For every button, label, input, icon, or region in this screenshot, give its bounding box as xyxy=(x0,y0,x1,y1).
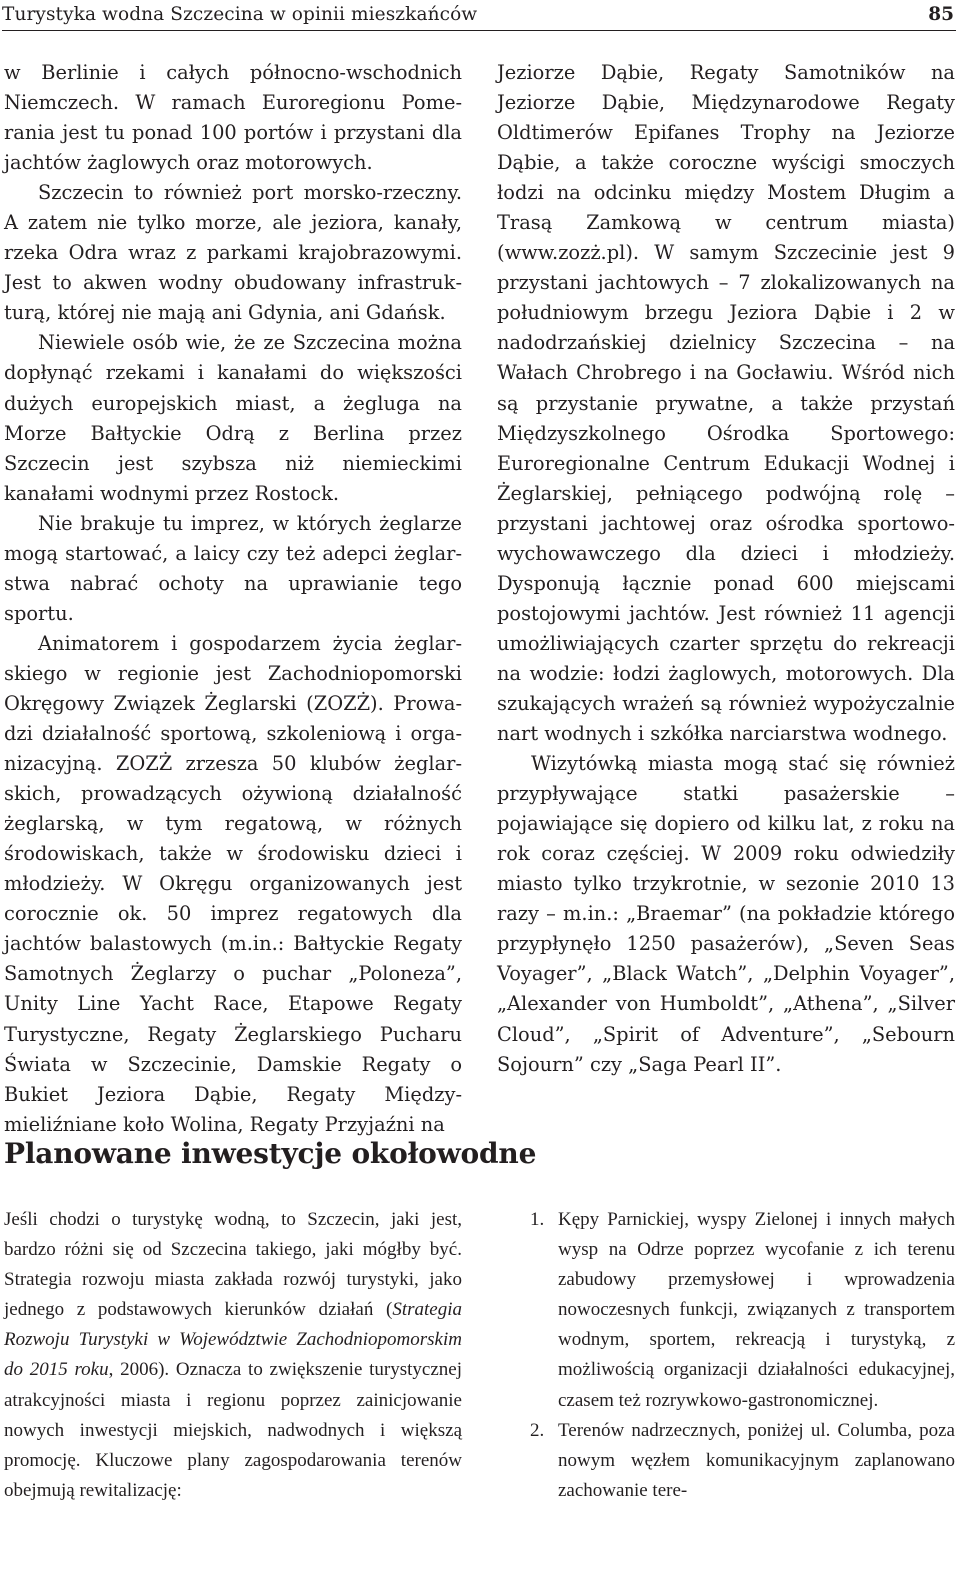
numbered-list xyxy=(530,1205,955,1506)
paragraph: Niewiele osób wie, że ze Szczecina można dopłynąć rzekami i kanałami do większości dużych europejskich miast, a żegluga na Morze Bałtyckie Odrą z Berlina przez Szczecin jest szybsza niż niemieckimi kanałami wodnymi przez Rostock. xyxy=(4,331,462,505)
paragraph: Szczecin to również port morsko-rzeczny. A zatem nie tylko morze, ale jeziora, kanały, rzeka Odra wraz z parkami krajobrazowymi. Jest to akwen wodny obudowany infrastrukturą, której nie mają ani Gdynia, ani Gdańsk. xyxy=(4,181,462,325)
paragraph: Wizytówką miasta mogą stać się również przypływające statki pasażerskie – pojawiające się dopiero od kilku lat, z roku na rok coraz częściej. W 2009 roku odwiedziły miasto tylko trzykrotnie, w sezonie 2010 13 razy – m.in.: „Braemar” (na pokładzie którego przypłynęło 1250 pasażerów), „Seven Seas Voyager”, „Black Watch”, „Delphin Voyager”, „Alexander von Humboldt”, „Athena”, „Silver Cloud”, „Spirit of Adventure”, „Sebourn Sojourn” czy „Saga Pearl II”. xyxy=(497,752,955,1076)
paragraph xyxy=(4,1205,462,1506)
text-span: , 2006). Oznacza to zwiększenie turystycznej atrakcyjności miasta i regionu poprzez zainicjowanie nowych inwestycji miejskich, nadwodnych i większą promocję. Kluczowe plany zagospodarowania terenów obejmują rewitalizację: xyxy=(4,1359,462,1501)
list-number: 2. xyxy=(530,1419,545,1441)
left-column xyxy=(4,58,462,1140)
running-title: Turystyka wodna Szczecina w opinii mieszkańców xyxy=(2,4,478,25)
paragraph: Jeziorze Dąbie, Regaty Samotników na Jeziorze Dąbie, Międzynarodowe Regaty Oldtimerów Epifanes Trophy na Jeziorze Dąbie, a także coroczne wyścigi smoczych łodzi na odcinku między Mostem Długim a Trasą Zamkową w centrum miasta) (www.zozż.pl). W samym Szczecinie jest 9 przystani jachtowych – 7 zlokalizowanych na południowym brzegu Jeziora Dąbie i 2 w nadodrzańskiej dzielnicy Szczecina – na Wałach Chrobrego i na Gocławiu. Wśród nich są przystanie prywatne, a także przystań Międzyszkolnego Ośrodka Sportowego: Euroregionalne Centrum Edukacji Wodnej i Żeglarskiej, pełniącego podwójną rolę – przystani jachtowej oraz ośrodka sportowo-wychowawczego dla dzieci i młodzieży. Dysponują łącznie ponad 600 miejscami postojowymi jachtów. Jest również 11 agencji umożliwiających czarter sprzętu do rekreacji na wodzie: łodzi żaglowych, motorowych. Dla szukających wrażeń są również wypożyczalnie nart wodnych i szkółka narciarstwa wodnego. xyxy=(497,61,955,746)
paragraph: Nie brakuje tu imprez, w których żeglarze mogą startować, a laicy czy też adepci żeglarstwa nabrać ochoty na uprawianie tego sportu. xyxy=(4,511,462,625)
section-left-column xyxy=(4,1205,462,1506)
paragraph: w Berlinie i całych północno-wschodnich Niemczech. W ramach Euroregionu Pomerania jest tu ponad 100 portów i przystani dla jachtów żaglowych oraz motorowych. xyxy=(4,61,462,175)
page-number: 85 xyxy=(928,4,954,25)
citation-title: Strategia Rozwoju Turystyki w Województwie Zachodniopomorskim do 2015 roku xyxy=(4,1299,462,1381)
list-item-text: Terenów nadrzecznych, poniżej ul. Columba, poza nowym węzłem komunikacyjnym zaplanowano zachowanie tere- xyxy=(558,1419,955,1501)
list-item-text: Kępy Parnickiej, wyspy Zielonej i innych małych wysp na Odrze poprzez wycofanie z ich terenu zabudowy przemysłowej i wprowadzenia nowoczesnych funkcji, związanych z transportem wodnym, sportem, rekreacją i turystyką, z możliwością organizacji działalności edukacyjnej, czasem też rozrywkowo-gastronomicznej. xyxy=(558,1209,955,1411)
list-item xyxy=(530,1416,955,1506)
list-item xyxy=(530,1205,955,1416)
right-column xyxy=(497,58,955,1080)
section-heading: Planowane inwestycje okołowodne xyxy=(4,1137,537,1170)
running-header xyxy=(2,0,956,31)
section-right-column xyxy=(530,1205,955,1506)
list-number: 1. xyxy=(530,1209,545,1230)
paragraph: Animatorem i gospodarzem życia żeglarskiego w regionie jest Zachodniopomorski Okręgowy Związek Żeglarski (ZOZŻ). Prowadzi działalność sportową, szkoleniową i organizacyjną. ZOZŻ zrzesza 50 klubów żeglarskich, prowadzących ożywioną działalność żeglarską, w tym regatową, w różnych środowiskach, także w środowisku dzieci i młodzieży. W Okręgu organizowanych jest corocznie ok. 50 imprez regatowych dla jachtów balastowych (m.in.: Bałtyckie Regaty Samotnych Żeglarzy o puchar „Poloneza”, Unity Line Yacht Race, Etapowe Regaty Turystyczne, Regaty Żeglarskiego Pucharu Świata w Szczecinie, Damskie Regaty o Bukiet Jeziora Dąbie, Regaty Międzymieliźniane koło Wolina, Regaty Przyjaźni na xyxy=(4,631,462,1136)
text-span: Jeśli chodzi o turystykę wodną, to Szczecin, jaki jest, bardzo różni się od Szczecina takiego, jaki mógłby być. Strategia rozwoju miasta zakłada rozwój turystyki, jako jednego z podstawowych kierunków działań ( xyxy=(4,1209,462,1321)
